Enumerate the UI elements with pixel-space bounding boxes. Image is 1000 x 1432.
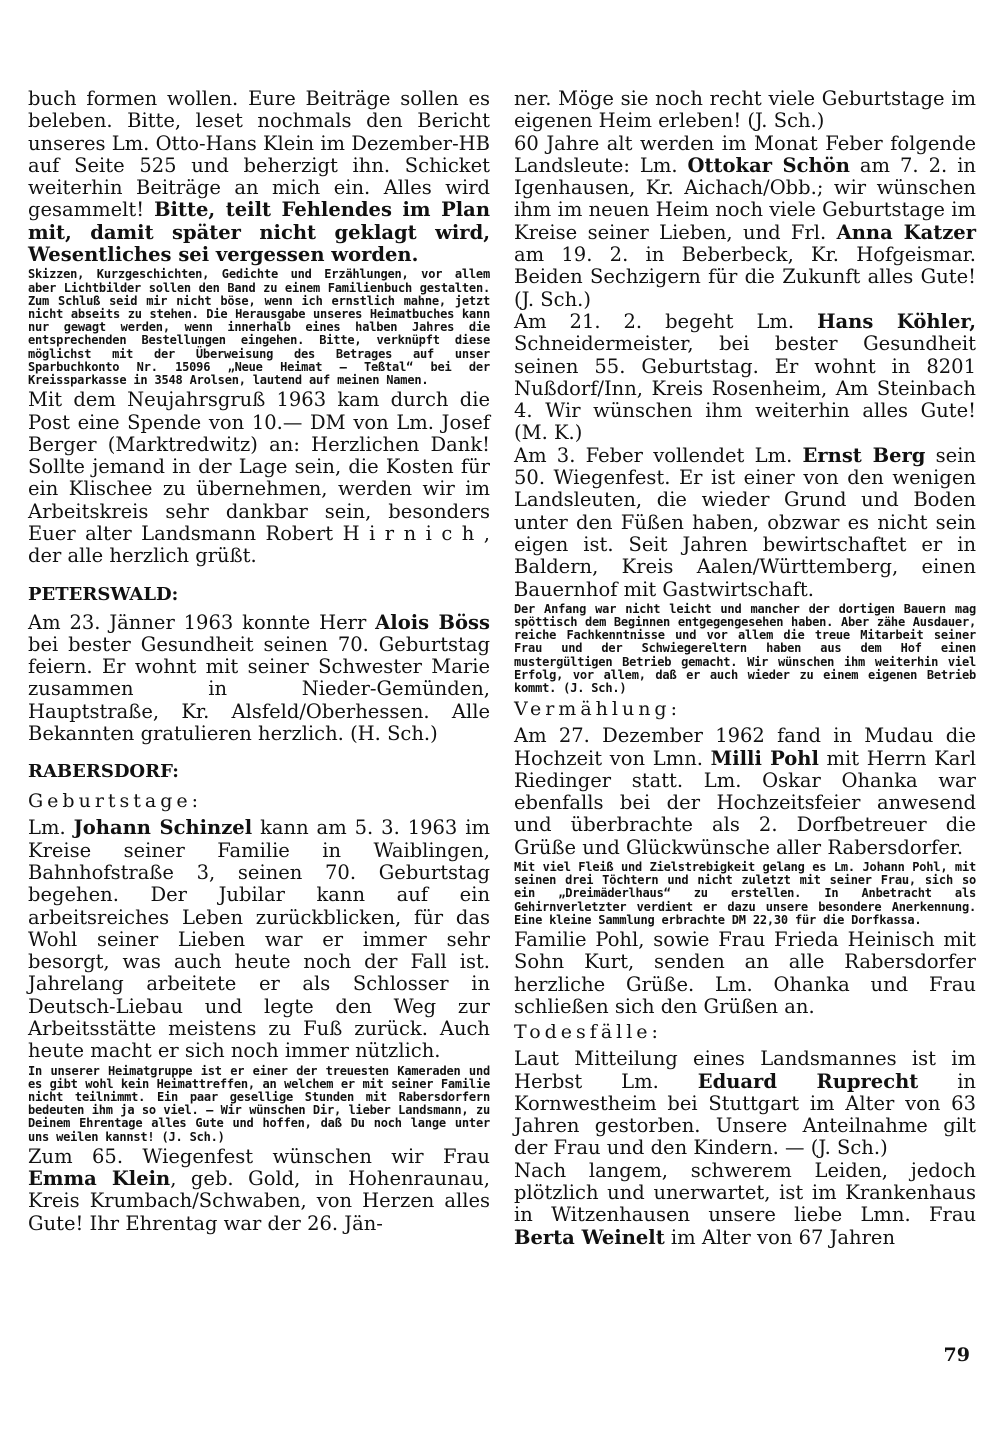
text-run: im Alter von 67 Jahren — [664, 1225, 896, 1249]
page-number: 79 — [943, 1344, 970, 1366]
subheading-todesfaelle: Todesfälle: — [514, 1021, 662, 1044]
small-print-paragraph: Mit viel Fleiß und Zielstrebigkeit gelang es Lm. Johann Pohl, mit seinen drei Töchtern und nicht zuletzt mit seiner Frau, sich so ein „Dreimäderlhaus“ zu erstellen. In Anbetracht als Gehirnverletzter verdient er dazu unsere besondere Anerkennung. Eine kleine Sammlung erbrachte DM 22,30 für die Dorfkassa. — [514, 860, 976, 927]
text-run: Am 21. 2. begeht Lm. — [514, 309, 818, 333]
text-run: Am 27. Dezember 1962 fand in Mudau die Hochzeit von Lmn. — [514, 724, 976, 770]
paragraph — [514, 1048, 976, 1159]
small-print-paragraph: Der Anfang war nicht leicht und mancher der dortigen Bauern mag spöttisch dem Beginnen entgegengesehen haben. Aber zähe Ausdauer, reiche Fachkenntnisse und vor allem die treue Mitarbeit seiner Frau und der Schwiegereltern haben aus dem Hof einen mustergültigen Betrieb gemacht. Wir wünschen ihm weiterhin viel Erfolg, vor allem, daß er auch wieder zu einem eigenen Betrieb kommt. (J. Sch.) — [514, 601, 976, 696]
text-run: buch formen wollen. Eure Beiträge sollen es beleben. Bitte, leset nochmals den Bericht unseres Lm. Otto-Hans Klein im Dezember-HB auf Seite 525 und beherzigt ihn. Schicket weiterhin Beiträge an mich ein. Alles wird gesammelt! — [28, 87, 490, 222]
text-run: mit Herrn Karl Riedinger statt. Lm. Oskar Ohanka war ebenfalls bei der Hochzeitsfeier anwesend und überbrachte als 2. Dorfbetreuer die Grüße und Glückwünsche aller Rabersdorfer. — [514, 746, 976, 859]
paragraph: ner. Möge sie noch recht viele Geburtstage im eigenen Heim erleben! (J. Sch.) — [514, 87, 976, 133]
paragraph — [28, 88, 490, 266]
paragraph — [514, 445, 976, 601]
bold-name: Milli Pohl — [710, 746, 819, 770]
text-run: 60 Jahre alt werden im Monat Feber folgende Landsleute: Lm. — [514, 131, 976, 177]
paragraph — [514, 1160, 976, 1249]
left-column — [28, 88, 490, 1235]
text-run: Nach langem, schwerem Leiden, jedoch plötzlich und unerwartet, ist im Krankenhaus in Witzenhausen unsere liebe Lmn. Frau — [514, 1158, 976, 1227]
paragraph — [514, 725, 976, 859]
right-column — [514, 88, 976, 1249]
text-run: sein 50. Wiegenfest. Er ist einer von den wenigen Landsleuten, die wieder Grund und Boden unter den Füßen haben, obzwar es nicht sein eigen ist. Seit Jahren bewirtschaftet er in Baldern, Kreis Aalen/Württemberg, einen Bauernhof mit Gastwirtschaft. — [514, 443, 976, 601]
bold-text: Bitte, teilt Fehlendes im Plan mit, damit später nicht geklagt wird, Wesentliches sei vergessen worden. — [28, 198, 490, 267]
section-heading-peterswald: PETERSWALD: — [28, 583, 179, 605]
text-run: in Kornwestheim bei Stuttgart im Alter von 63 Jahren gestorben. Unsere Anteilnahme gilt der Frau und den Kindern. — (J. Sch.) — [514, 1069, 976, 1160]
text-run: am 7. 2. in Igenhausen, Kr. Aichach/Obb.; wir wünschen ihm im neuen Heim noch viele Geburtstage im Kreise seiner Lieben, und Frl. — [514, 153, 976, 244]
paragraph — [28, 1146, 490, 1235]
text-run: , geb. Gold, in Hohenraunau, Kreis Krumbach/Schwaben, von Herzen alles Gute! Ihr Ehrentag war der 26. Jän- — [28, 1167, 491, 1235]
paragraph — [28, 612, 490, 746]
bold-name: Hans Köhler, — [817, 309, 977, 333]
text-run: Am 3. Feber vollendet Lm. — [514, 443, 803, 467]
text-run: Am 23. Jänner 1963 konnte Herr — [28, 610, 376, 634]
small-print-paragraph: In unserer Heimatgruppe ist er einer der treuesten Kameraden und es gibt wohl kein Heimattreffen, an welchem er mit seiner Familie nicht teilnimmt. Ein paar gesellige Stunden mit Rabersdorfern bedeuten ihm ja so viel. — Wir wünschen Dir, lieber Landsmann, zu Deinem Ehrentage alles Gute und hoffen, daß Du noch lange unter uns weilen kannst! (J. Sch.) — [28, 1063, 490, 1144]
bold-name: Ottokar Schön — [687, 153, 850, 177]
subheading-vermaehlung: Vermählung: — [514, 698, 681, 721]
text-run: bei bester Gesundheit seinen 70. Geburtstag feiern. Er wohnt mit seiner Schwester Marie zusammen in Nieder-Gemünden, Hauptstraße, Kr. Alsfeld/Oberhessen. Alle Bekannten gratulieren herzlich. (H. Sch.) — [28, 632, 490, 746]
paragraph: Mit dem Neujahrsgruß 1963 kam durch die Post eine Spende von 10.— DM von Lm. Josef Berger (Marktredwitz) an: Herzlichen Dank! Sollte jemand in der Lage sein, die Kosten für ein Klischee zu übernehmen, werden wir im Arbeitskreis sehr dankbar sein, besonders Euer alter Landsmann Robert H i r n i c h , der alle herzlich grüßt. — [28, 388, 490, 568]
text-run: Lm. — [28, 816, 74, 840]
bold-name: Anna Katzer — [836, 220, 976, 244]
small-print-paragraph: Skizzen, Kurzgeschichten, Gedichte und Erzählungen, vor allem aber Lichtbilder sollen den Band zu einem Familienbuch gestalten. Zum Schluß seid mir nicht böse, wenn ich ernstlich mahne, jetzt nicht abseits zu stehen. Die Herausgabe unseres Heimatbuches kann nur gewagt werden, wenn innerhalb eines halben Jahres die entsprechenden Bestellungen eingehen. Bitte, verknüpft diese möglichst mit der Überweisung des Betrages auf unser Sparbuchkonto Nr. 15096 „Neue Heimat — Teßtal“ bei der Kreissparkasse in 3548 Arolsen, lautend auf meinen Namen. — [28, 267, 490, 387]
text-run: Laut Mitteilung eines Landsmannes ist im Herbst Lm. — [514, 1047, 976, 1093]
bold-name: Alois Böss — [375, 610, 491, 634]
bold-name: Johann Schinzel — [73, 816, 253, 840]
text-run: am 19. 2. in Beberbeck, Kr. Hofgeismar. Beiden Sechzigern für die Zukunft alles Gute! (J. Sch.) — [514, 243, 976, 311]
subheading-geburtstage: Geburtstage: — [28, 790, 203, 813]
text-run: Zum 65. Wiegenfest wünschen wir Frau — [28, 1144, 490, 1168]
paragraph — [514, 133, 976, 311]
bold-name: Eduard Ruprecht — [697, 1069, 919, 1093]
bold-name: Emma Klein — [28, 1167, 171, 1191]
section-heading-rabersdorf: RABERSDORF: — [28, 761, 179, 783]
paragraph: Familie Pohl, sowie Frau Frieda Heinisch mit Sohn Kurt, senden an alle Rabersdorfer herzliche Grüße. Lm. Ohanka und Frau schließen sich den Grüßen an. — [514, 928, 976, 1018]
paragraph — [28, 817, 490, 1062]
text-run: kann am 5. 3. 1963 im Kreise seiner Familie in Waiblingen, Bahnhofstraße 3, seinen 70. Geburtstag begehen. Der Jubilar kann auf ein arbeitsreiches Leben zurückblicken, für das Wohl seiner Lieben war er immer sehr besorgt, was auch heute noch der Fall ist. Jahrelang arbeitete er als Schlosser in Deutsch-Liebau und legte den Weg zur Arbeitsstätte meistens zu Fuß zurück. Auch heute macht er sich noch immer nützlich. — [28, 816, 490, 1063]
text-run: Schneidermeister, bei bester Gesundheit seinen 55. Geburtstag. Er wohnt in 8201 Nußdorf/Inn, Kreis Rosenheim, Am Steinbach 4. Wir wünschen ihm weiterhin alles Gute! (M. K.) — [514, 332, 976, 445]
bold-name: Ernst Berg — [802, 443, 926, 467]
paragraph — [514, 311, 976, 445]
bold-name: Berta Weinelt — [514, 1225, 665, 1249]
